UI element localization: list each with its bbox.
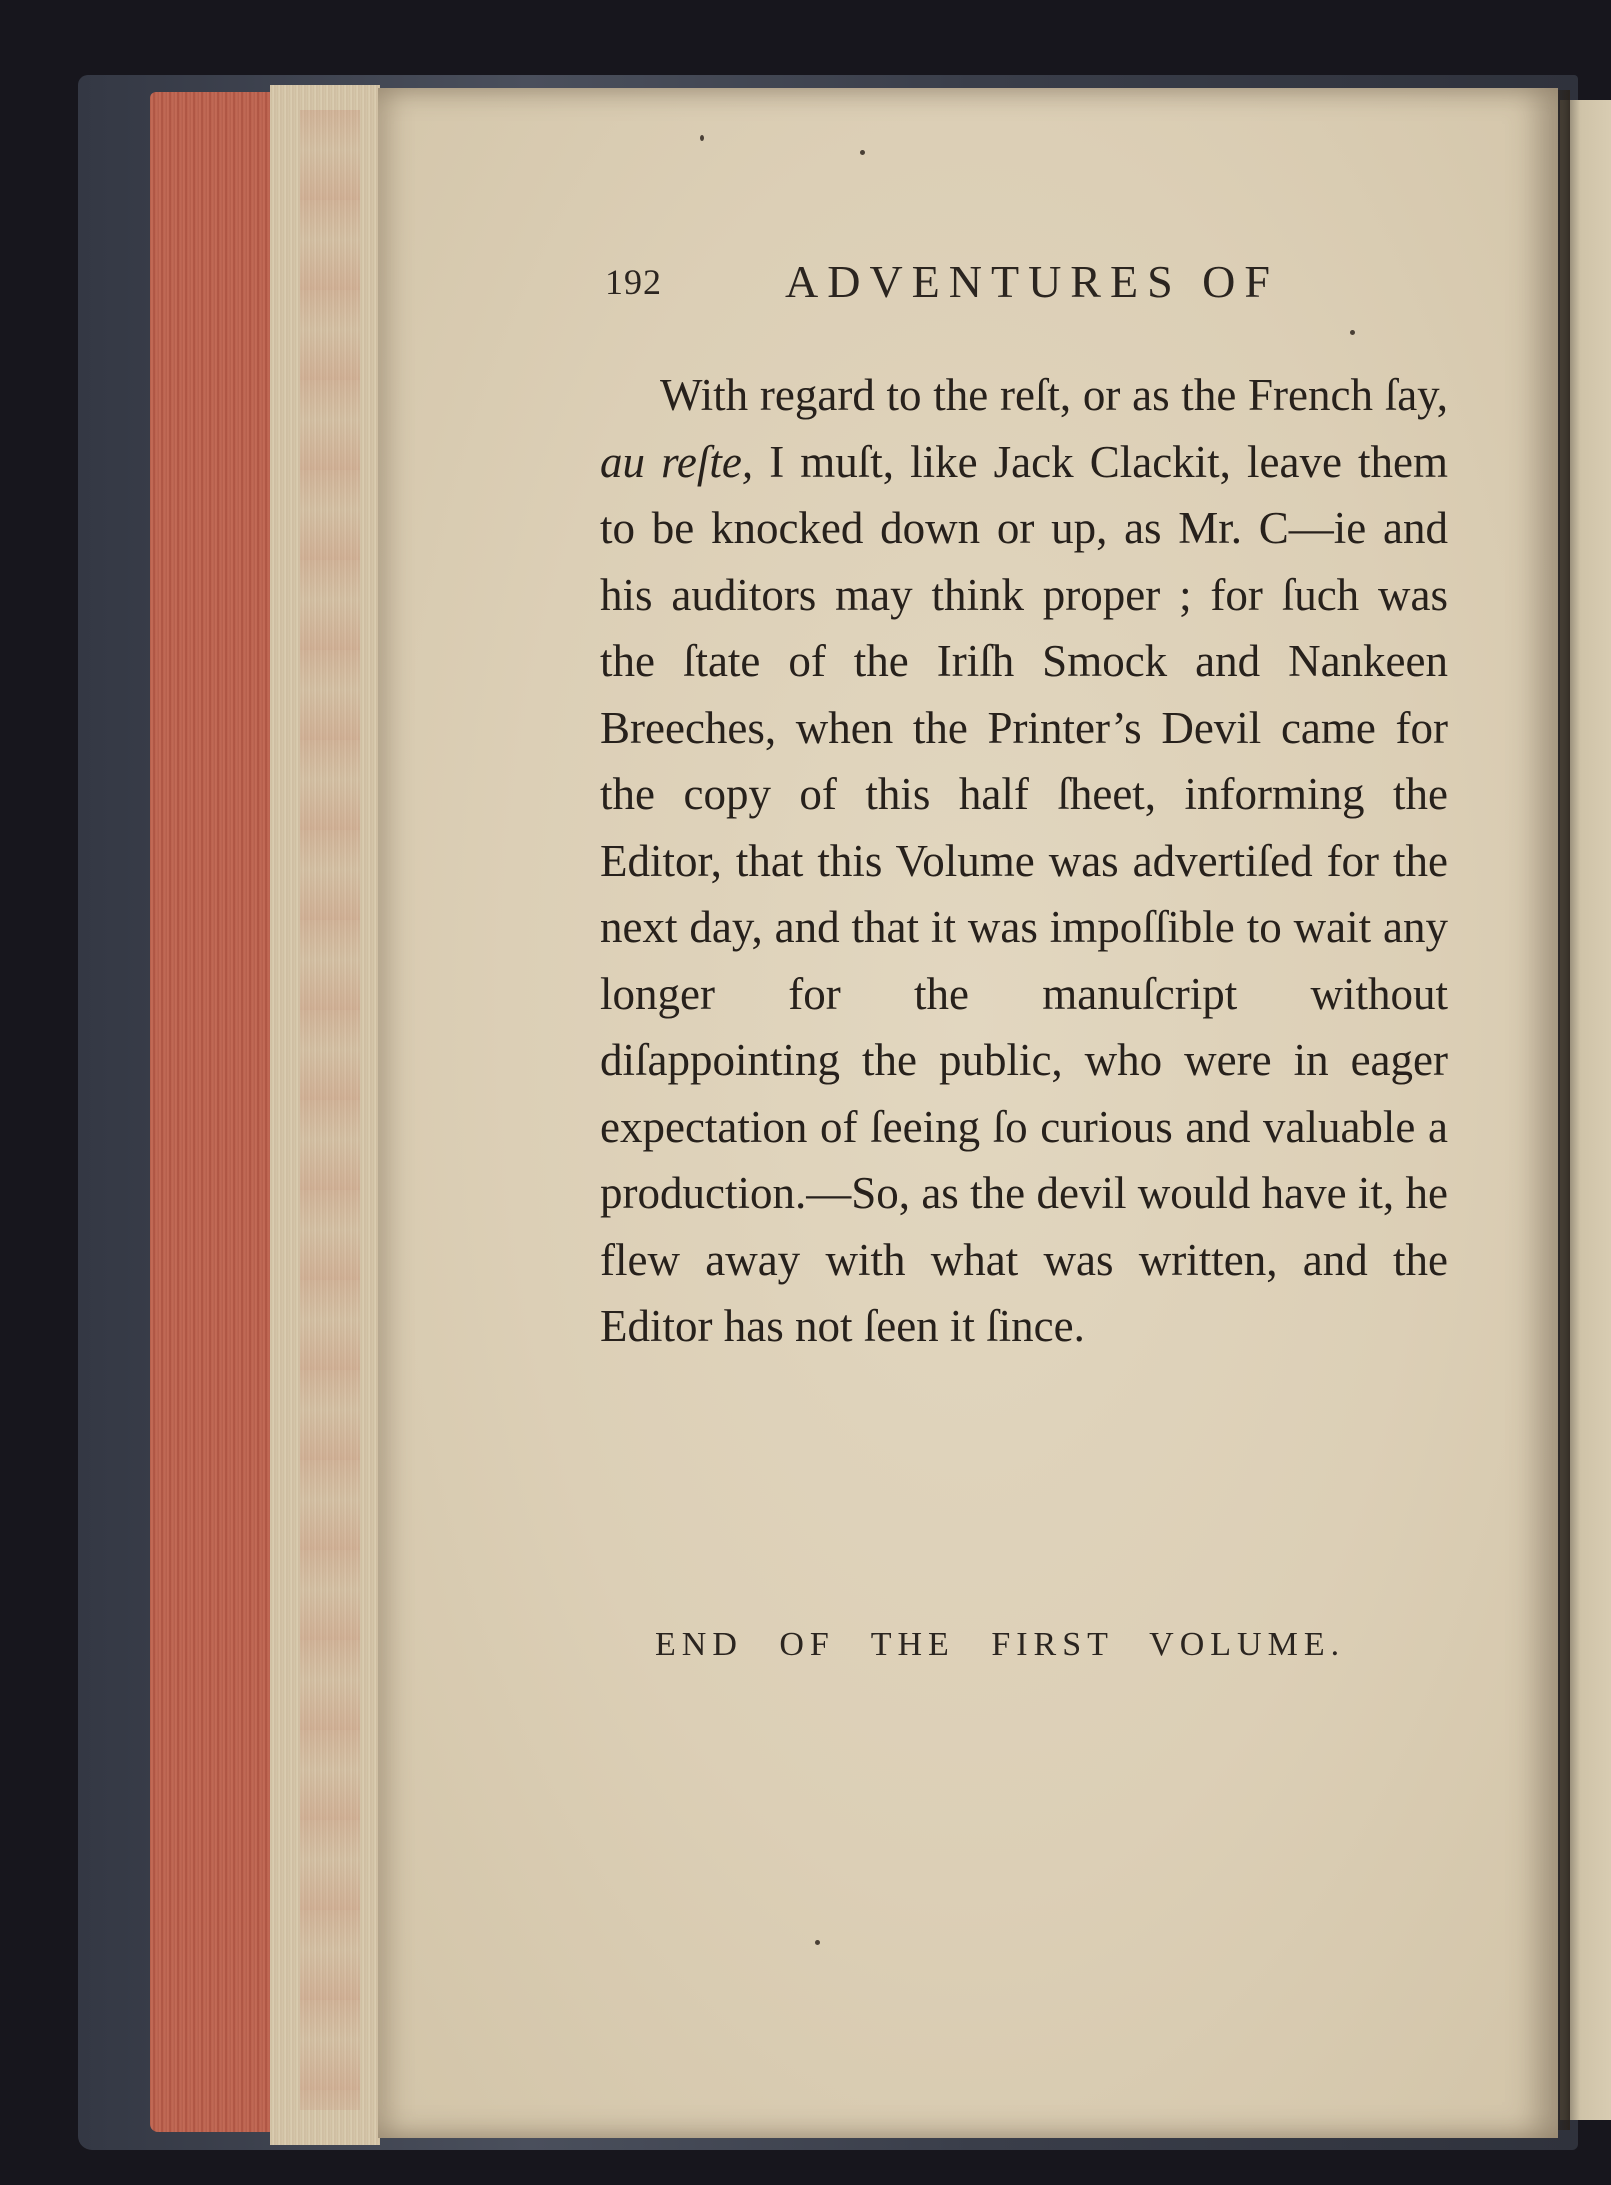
- red-sprinkled-page-edges: [150, 92, 285, 2132]
- page-number: 192: [605, 262, 662, 302]
- running-head: ADVENTURES OF: [785, 256, 1279, 307]
- paper-speck: [815, 1940, 820, 1945]
- page-stack-stain: [300, 110, 360, 2110]
- end-of-volume-line: END OF THE FIRST VOLUME.: [655, 1626, 1346, 1663]
- body-text-part-1: With regard to the reſt, or as the French ſay,: [660, 370, 1448, 420]
- page-header: [605, 255, 1365, 315]
- body-text-part-2: I muſt, like Jack Clackit, leave them to be knocked down or up, as Mr. C—ie and his auditors may think proper ; for ſuch was the ſtate of the Iriſh Smock and Nankeen Breeches, when the Printer’s Devil came for the copy of this half ſheet, informing the Editor, that this Volume was advertiſed for the next day, and that it was impoſſible to wait any longer for the manuſcript without diſappointing the public, who were in eager expectation of ſeeing ſo curious and valuable a production.—So, as the devil would have it, he flew away with what was written, and the Editor has not ſeen it ſince.: [600, 436, 1448, 1351]
- paper-speck: [1350, 330, 1355, 335]
- body-paragraph: [600, 362, 1448, 1360]
- body-text-italic: au reſte,: [600, 436, 754, 487]
- paper-speck: [700, 135, 704, 141]
- paper-speck: [860, 150, 865, 155]
